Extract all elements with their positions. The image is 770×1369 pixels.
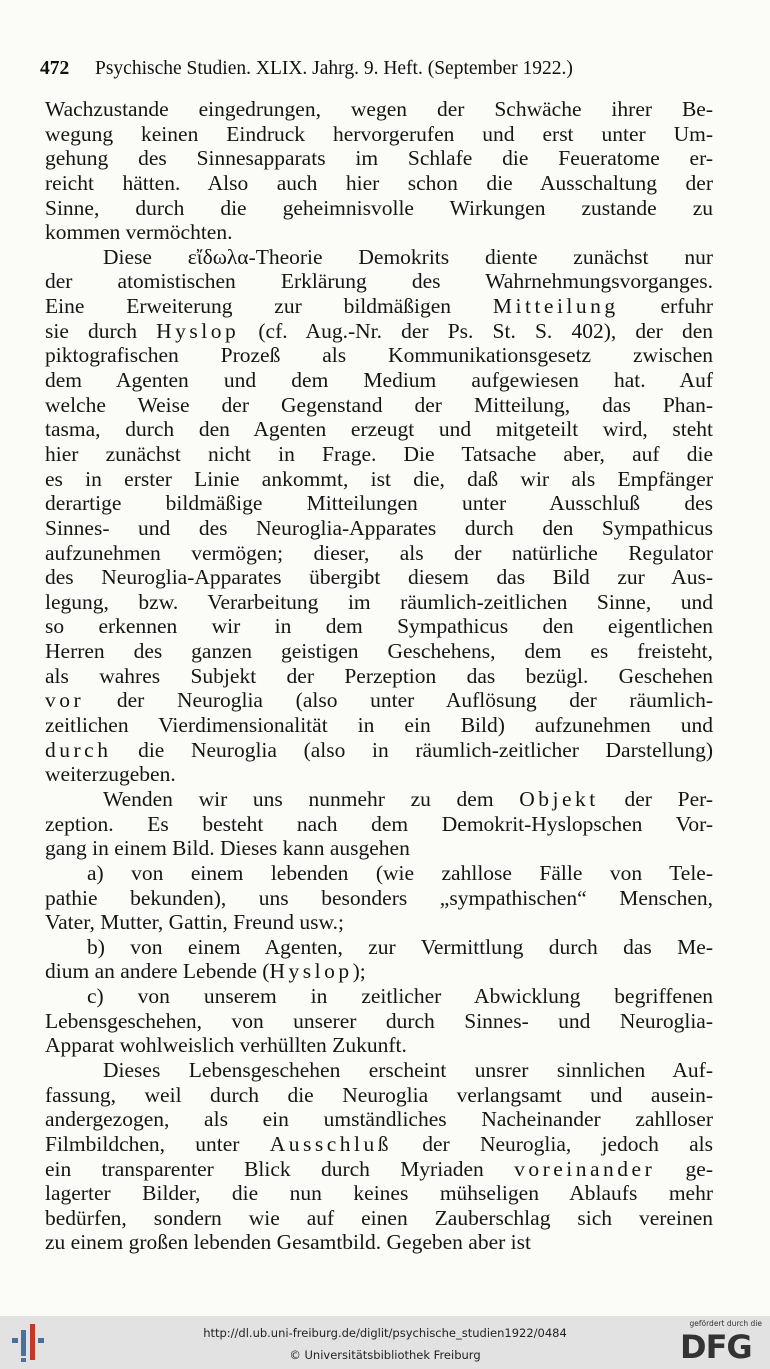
text-line bbox=[45, 910, 713, 935]
line-segment: lagerter Bilder, die nun keines mühseligen Ablaufs mehr bbox=[45, 1181, 713, 1206]
text-line bbox=[45, 959, 713, 984]
running-title: Psychische Studien. XLIX. Jahrg. 9. Heft. (September 1922.) bbox=[95, 58, 573, 79]
text-line bbox=[45, 393, 713, 418]
footer-url[interactable]: http://dl.ub.uni-freiburg.de/diglit/psychische_studien1922/0484 bbox=[203, 1326, 567, 1340]
line-segment: des Neuroglia-Apparates übergibt diesem das Bild zur Aus- bbox=[45, 565, 713, 590]
line-segment: wegung keinen Eindruck hervorgerufen und erst unter Um- bbox=[45, 121, 713, 146]
spaced-emphasis: Mitteilung bbox=[492, 294, 619, 319]
text-line bbox=[45, 1033, 713, 1058]
text-line bbox=[45, 614, 713, 639]
text-line bbox=[45, 1132, 713, 1157]
line-segment: erfuhr bbox=[618, 294, 713, 319]
text-line bbox=[45, 639, 713, 664]
line-segment: ein transparenter Blick durch Myriaden bbox=[45, 1156, 515, 1181]
line-segment: so erkennen wir in dem Sympathicus den eigentlichen bbox=[45, 614, 713, 639]
text-line bbox=[45, 688, 713, 713]
line-segment: Dieses Lebensgeschehen erscheint unsrer sinnlichen Auf- bbox=[103, 1057, 713, 1082]
text-line bbox=[45, 294, 713, 319]
line-segment: andergezogen, als ein umständliches Nacheinander zahlloser bbox=[45, 1107, 713, 1132]
line-segment: welche Weise der Gegenstand der Mitteilung, das Phan- bbox=[45, 392, 713, 417]
footer-copyright: © Universitätsbibliothek Freiburg bbox=[289, 1348, 481, 1362]
text-line bbox=[45, 122, 713, 147]
line-segment: b) von einem Agenten, zur Vermittlung durch das Me- bbox=[87, 934, 713, 959]
ub-freiburg-logo-icon bbox=[10, 1320, 46, 1364]
text-line bbox=[45, 886, 713, 911]
dfg-note: gefördert durch die bbox=[689, 1319, 762, 1328]
line-segment: der Neuroglia (also unter Auflösung der räumlich- bbox=[84, 688, 713, 713]
line-segment: Sinne, durch die geheimnisvolle Wirkungen zustande zu bbox=[45, 195, 713, 220]
line-segment: a) von einem lebenden (wie zahllose Fälle von Tele- bbox=[87, 860, 713, 885]
line-segment: Lebensgeschehen, von unserer durch Sinnes- und Neuroglia- bbox=[45, 1008, 713, 1033]
line-segment: Wenden wir uns nunmehr zu dem bbox=[103, 786, 520, 811]
spaced-emphasis: durch bbox=[45, 737, 112, 762]
text-line bbox=[45, 1107, 713, 1132]
line-segment: Apparat wohlweislich verhüllten Zukunft. bbox=[45, 1033, 407, 1058]
text-line bbox=[45, 565, 713, 590]
text-line bbox=[45, 738, 713, 763]
line-segment: (cf. Aug.-Nr. der Ps. St. S. 402), der den bbox=[239, 318, 713, 343]
line-segment: gehung des Sinnesapparats im Schlafe die Feueratome er- bbox=[45, 146, 713, 171]
text-line bbox=[45, 861, 713, 886]
dfg-logo bbox=[680, 1319, 762, 1366]
spaced-emphasis: Hyslop bbox=[269, 959, 353, 984]
line-segment: c) von unserem in zeitlicher Abwicklung begriffenen bbox=[87, 984, 713, 1009]
line-segment: es in erster Linie ankommt, ist die, daß wir als Empfänger bbox=[45, 466, 713, 491]
line-segment: tasma, durch den Agenten erzeugt und mitgeteilt wird, steht bbox=[45, 417, 713, 442]
text-line bbox=[45, 1009, 713, 1034]
text-line bbox=[45, 1058, 713, 1083]
text-line bbox=[45, 1206, 713, 1231]
line-segment: gang in einem Bild. Dieses kann ausgehen bbox=[45, 836, 410, 861]
text-line bbox=[45, 516, 713, 541]
line-segment: pathie bekunden), uns besonders „sympathischen“ Menschen, bbox=[45, 885, 713, 910]
spaced-emphasis: voreinander bbox=[514, 1156, 656, 1181]
body-text bbox=[45, 97, 713, 1255]
running-header bbox=[40, 58, 718, 88]
line-segment: zeitlichen Vierdimensionalität in ein Bild) aufzunehmen und bbox=[45, 713, 713, 738]
text-line bbox=[45, 245, 713, 270]
line-segment: ); bbox=[352, 959, 366, 984]
footer-bar bbox=[0, 1316, 770, 1369]
spaced-emphasis: Ausschluß bbox=[269, 1131, 392, 1156]
line-segment: Eine Erweiterung zur bildmäßigen bbox=[45, 294, 493, 319]
line-segment: legung, bzw. Verarbeitung im räumlich-zeitlichen Sinne, und bbox=[45, 589, 713, 614]
text-line bbox=[45, 836, 713, 861]
line-segment: zeption. Es besteht nach dem Demokrit-Hyslopschen Vor- bbox=[45, 811, 713, 836]
line-segment: der Neuroglia, jedoch als bbox=[392, 1131, 713, 1156]
line-segment: fassung, weil durch die Neuroglia verlangsamt und ausein- bbox=[45, 1082, 713, 1107]
text-line bbox=[45, 984, 713, 1009]
text-line bbox=[45, 196, 713, 221]
text-line bbox=[45, 368, 713, 393]
text-line bbox=[45, 491, 713, 516]
line-segment: sie durch bbox=[45, 318, 157, 343]
text-line bbox=[45, 1181, 713, 1206]
text-line bbox=[45, 319, 713, 344]
text-line bbox=[45, 935, 713, 960]
line-segment: als wahres Subjekt der Perzeption das bezügl. Geschehen bbox=[45, 663, 713, 688]
text-line bbox=[45, 269, 713, 294]
line-segment: kommen vermöchten. bbox=[45, 220, 233, 245]
line-segment: Diese bbox=[103, 244, 188, 269]
spaced-emphasis: vor bbox=[45, 688, 85, 713]
line-segment: bedürfen, sondern wie auf einen Zauberschlag sich vereinen bbox=[45, 1205, 713, 1230]
text-line bbox=[45, 1230, 713, 1255]
text-line bbox=[45, 146, 713, 171]
greek-word: εἴδωλα bbox=[187, 244, 249, 269]
line-segment: derartige bildmäßige Mitteilungen unter Ausschluß des bbox=[45, 491, 713, 516]
text-line bbox=[45, 1083, 713, 1108]
dfg-wordmark: DFG bbox=[680, 1328, 752, 1366]
line-segment: -Theorie Demokrits diente zunächst nur bbox=[248, 244, 713, 269]
text-line bbox=[45, 343, 713, 368]
text-line bbox=[45, 664, 713, 689]
line-segment: der atomistischen Erklärung des Wahrnehmungsvorganges. bbox=[45, 269, 713, 294]
line-segment: der Per- bbox=[598, 786, 714, 811]
line-segment: Vater, Mutter, Gattin, Freund usw.; bbox=[45, 910, 345, 935]
text-line bbox=[45, 467, 713, 492]
line-segment: zu einem großen lebenden Gesamtbild. Gegeben aber ist bbox=[45, 1230, 531, 1255]
text-line bbox=[45, 762, 713, 787]
line-segment: piktografischen Prozeß als Kommunikationsgesetz zwischen bbox=[45, 343, 713, 368]
line-segment: ge- bbox=[655, 1156, 713, 1181]
text-line bbox=[45, 171, 713, 196]
line-segment: weiterzugeben. bbox=[45, 762, 176, 787]
line-segment: dium an andere Lebende ( bbox=[45, 959, 270, 984]
text-line bbox=[45, 812, 713, 837]
text-line bbox=[45, 220, 713, 245]
text-line bbox=[45, 97, 713, 122]
line-segment: Herren des ganzen geistigen Geschehens, dem es freisteht, bbox=[45, 639, 713, 664]
page-number: 472 bbox=[40, 58, 70, 79]
text-line bbox=[45, 590, 713, 615]
spaced-emphasis: Objekt bbox=[519, 786, 599, 811]
text-line bbox=[45, 541, 713, 566]
line-segment: aufzunehmen vermögen; dieser, als der natürliche Regulator bbox=[45, 540, 713, 565]
text-line bbox=[45, 713, 713, 738]
line-segment: Sinnes- und des Neuroglia-Apparates durch den Sympathicus bbox=[45, 515, 713, 540]
line-segment: die Neuroglia (also in räumlich-zeitlicher Darstellung) bbox=[111, 737, 713, 762]
text-line bbox=[45, 1157, 713, 1182]
line-segment: Filmbildchen, unter bbox=[45, 1131, 270, 1156]
line-segment: reicht hätten. Also auch hier schon die Ausschaltung der bbox=[45, 170, 713, 195]
spaced-emphasis: Hyslop bbox=[156, 318, 240, 343]
text-line bbox=[45, 442, 713, 467]
text-line bbox=[45, 787, 713, 812]
text-line bbox=[45, 417, 713, 442]
line-segment: dem Agenten und dem Medium aufgewiesen hat. Auf bbox=[45, 368, 713, 393]
line-segment: hier zunächst nicht in Frage. Die Tatsache aber, auf die bbox=[45, 441, 713, 466]
line-segment: Wachzustande eingedrungen, wegen der Schwäche ihrer Be- bbox=[45, 97, 713, 121]
